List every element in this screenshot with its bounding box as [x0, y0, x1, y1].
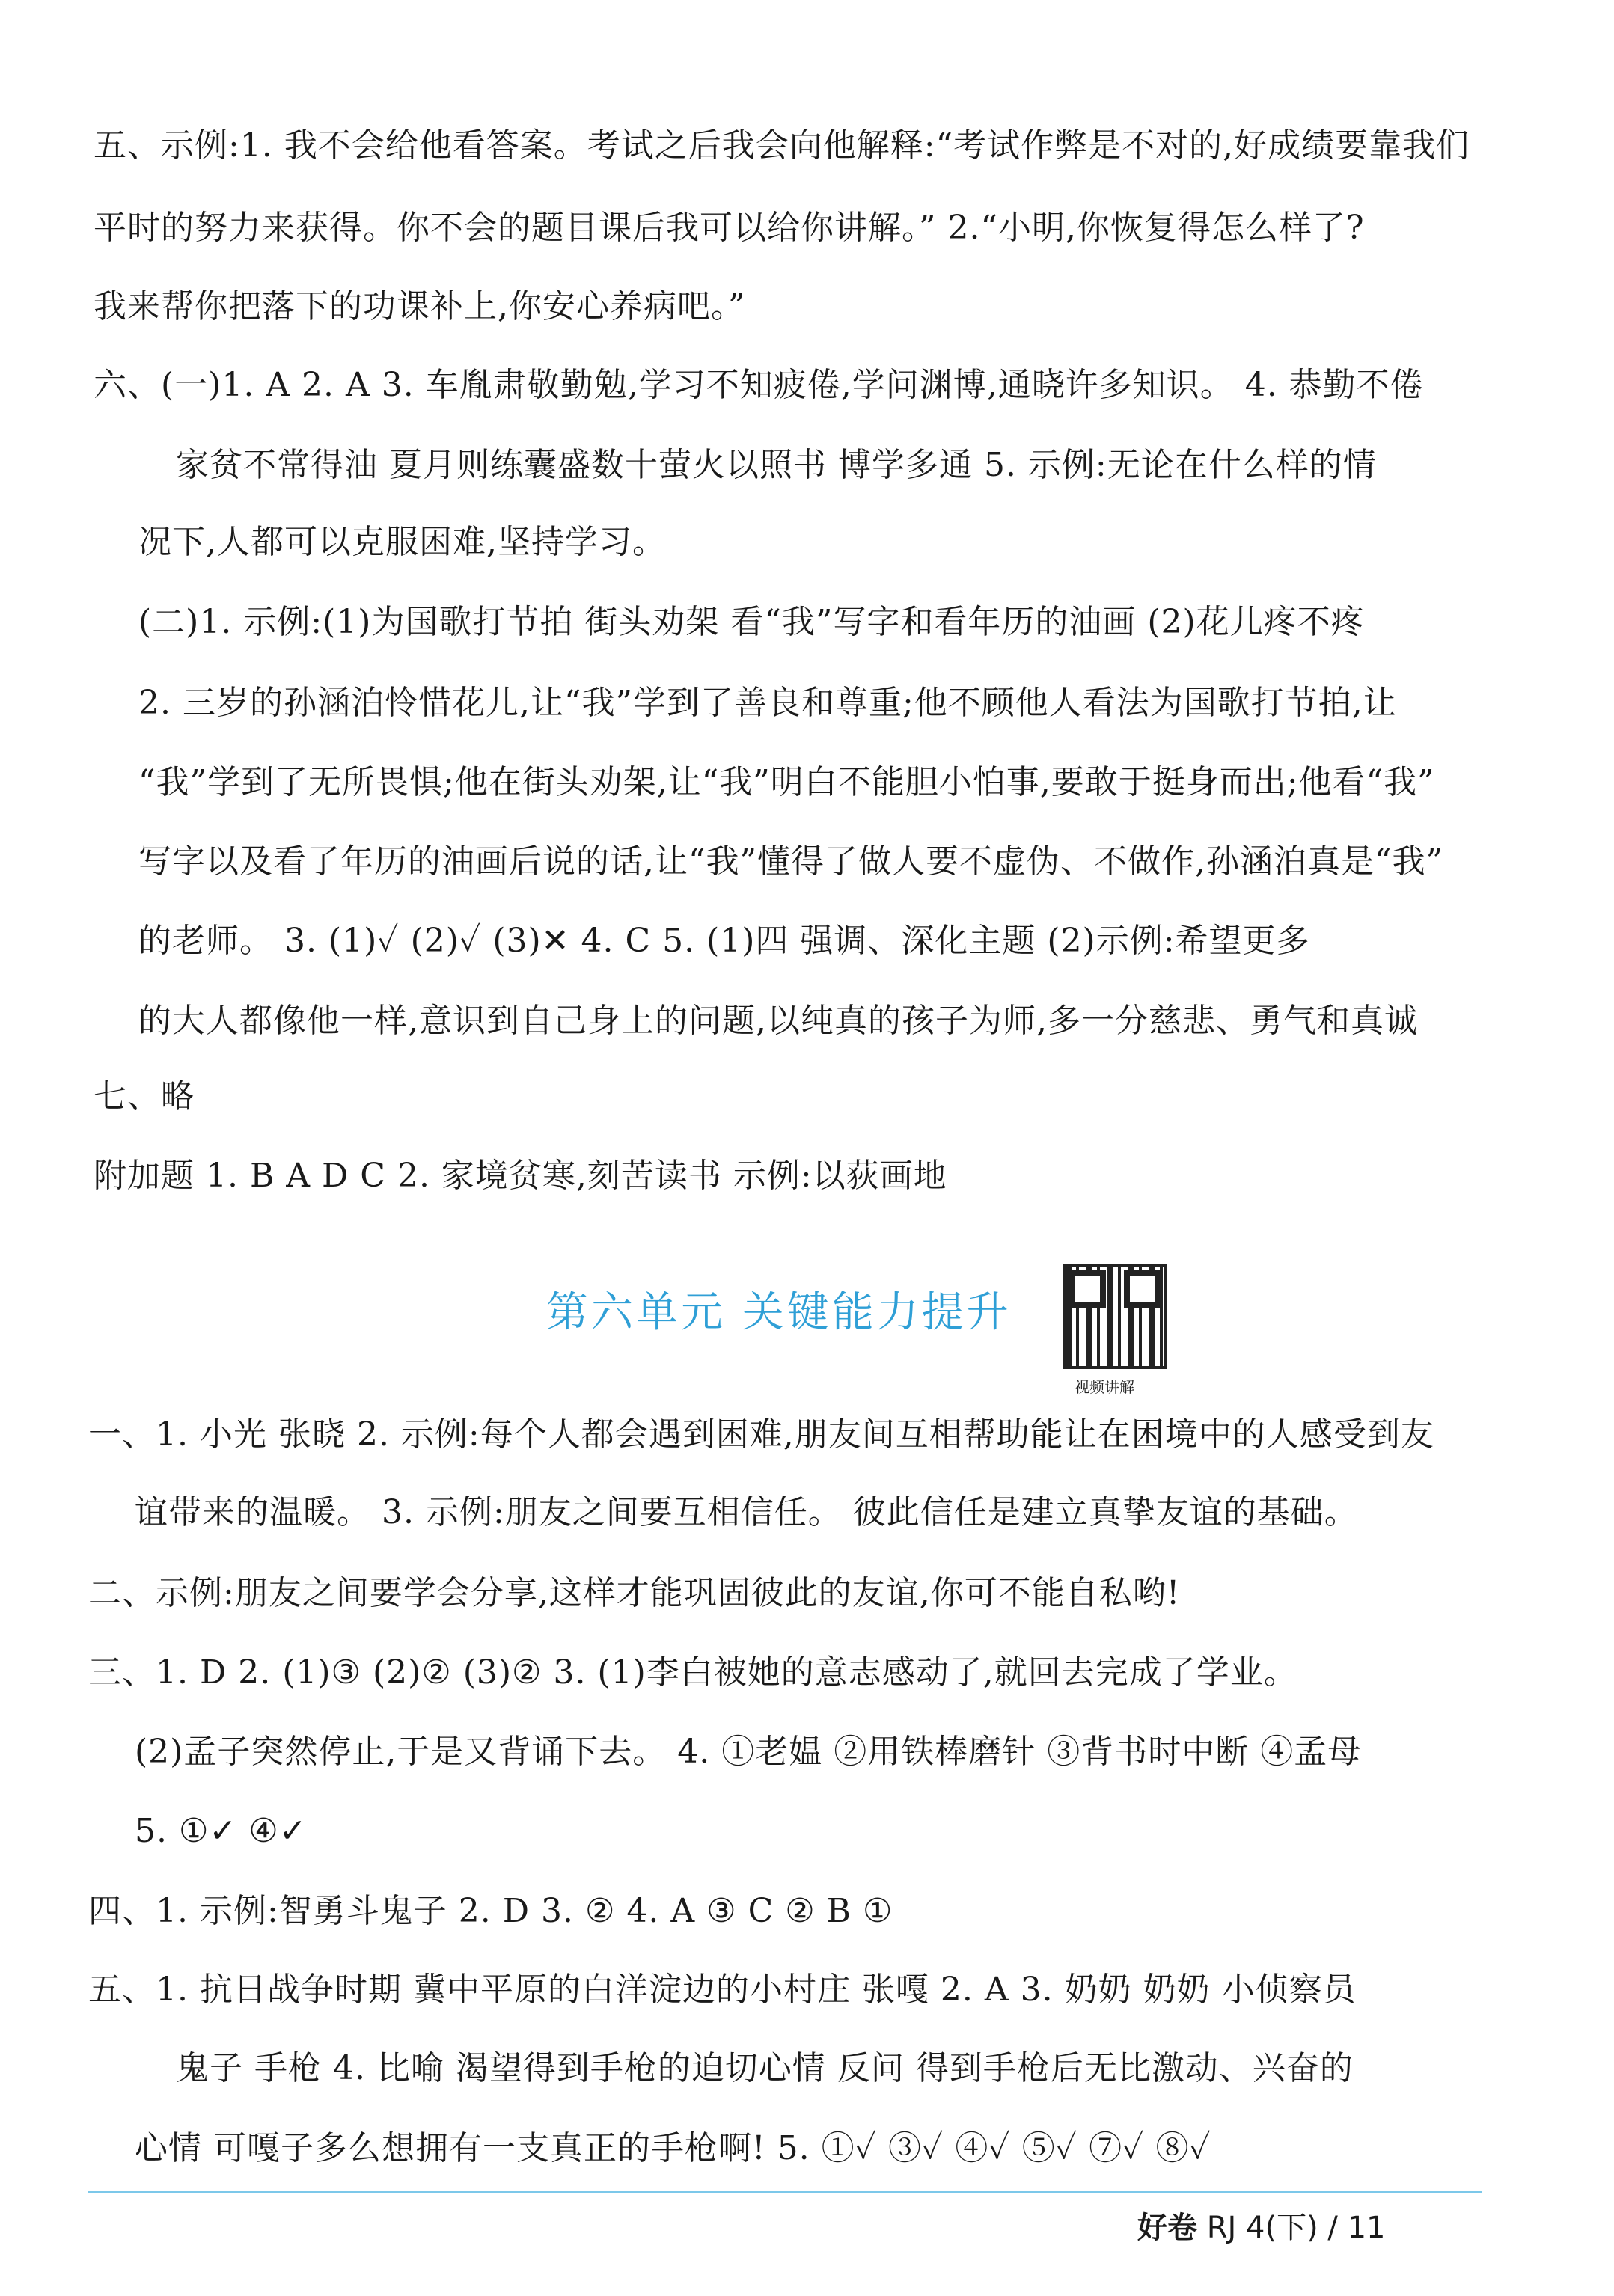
answer-line: 五、1. 抗日战争时期 冀中平原的白洋淀边的小村庄 张嘎 2. A 3. 奶奶 奶奶 小侦察员 [88, 1971, 1357, 2009]
answer-line: 平时的努力来获得。你不会的题目课后我可以给你讲解。” 2.“小明,你恢复得怎么样了? [94, 209, 1365, 247]
answer-line: 我来帮你把落下的功课补上,你安心养病吧。” [94, 287, 746, 325]
answer-line: 四、1. 示例:智勇斗鬼子 2. D 3. ② 4. A ③ C ② B ① [88, 1892, 893, 1930]
answer-line: 况下,人都可以克服困难,坚持学习。 [138, 523, 666, 561]
answer-line: 六、(一)1. A 2. A 3. 车胤肃敬勤勉,学习不知疲倦,学问渊博,通晓许多知识。 4. 恭勤不倦 [94, 366, 1424, 404]
answer-line: 心情 可嘎子多么想拥有一支真正的手枪啊! 5. ①✓ ③✓ ④✓ ⑤✓ ⑦✓ ⑧✓ [135, 2129, 1211, 2167]
answer-line: (二)1. 示例:(1)为国歌打节拍 街头劝架 看“我”写字和看年历的油画 (2)花儿疼不疼 [138, 603, 1365, 641]
answer-line: 谊带来的温暖。 3. 示例:朋友之间要互相信任。 彼此信任是建立真挚友谊的基础。 [135, 1493, 1358, 1531]
answer-line: 七、略 [94, 1077, 195, 1115]
answer-line: 一、1. 小光 张晓 2. 示例:每个人都会遇到困难,朋友间互相帮助能让在困境中的人感受到友 [88, 1415, 1434, 1454]
answer-line: 家贫不常得油 夏月则练囊盛数十萤火以照书 博学多通 5. 示例:无论在什么样的情 [176, 446, 1377, 484]
answer-line: 二、示例:朋友之间要学会分享,这样才能巩固彼此的友谊,你可不能自私哟! [88, 1574, 1181, 1612]
answer-line: 附加题 1. B A D C 2. 家境贫寒,刻苦读书 示例:以荻画地 [94, 1157, 947, 1195]
answer-line: 写字以及看了年历的油画后说的话,让“我”懂得了做人要不虚伪、不做作,孙涵泊真是“我” [138, 842, 1443, 881]
answer-line: “我”学到了无所畏惧;他在街头劝架,让“我”明白不能胆小怕事,要敢于挺身而出;他看“我” [138, 763, 1435, 801]
section-title: 第六单元 关键能力提升 [546, 1288, 1012, 1337]
answer-line: 三、1. D 2. (1)③ (2)② (3)② 3. (1)李白被她的意志感动了,就回去完成了学业。 [88, 1653, 1297, 1692]
footer-brand: 好卷 [1137, 2211, 1197, 2245]
qr-caption: 视频讲解 [1075, 1378, 1134, 1396]
answer-line: 的大人都像他一样,意识到自己身上的问题,以纯真的孩子为师,多一分慈悲、勇气和真诚 [138, 1002, 1418, 1040]
answer-line: 的老师。 3. (1)✓ (2)✓ (3)✕ 4. C 5. (1)四 强调、深化主题 (2)示例:希望更多 [138, 922, 1310, 960]
qr-code-icon[interactable] [1063, 1264, 1167, 1369]
answer-line: 5. ①✓ ④✓ [135, 1812, 308, 1850]
answer-line: 鬼子 手枪 4. 比喻 渴望得到手枪的迫切心情 反问 得到手枪后无比激动、兴奋的 [176, 2049, 1354, 2087]
answer-line: (2)孟子突然停止,于是又背诵下去。 4. ①老媪 ②用铁棒磨针 ③背书时中断 ④孟母 [135, 1733, 1362, 1771]
answer-line: 五、示例:1. 我不会给他看答案。考试之后我会向他解释:“考试作弊是不对的,好成绩要靠我们 [94, 126, 1470, 165]
page-footer [1137, 2207, 1386, 2249]
answer-line: 2. 三岁的孙涵泊怜惜花儿,让“我”学到了善良和尊重;他不顾他人看法为国歌打节拍,让 [138, 684, 1397, 722]
footer-divider [88, 2191, 1482, 2193]
footer-page-code: RJ 4(下) / 11 [1206, 2211, 1386, 2245]
